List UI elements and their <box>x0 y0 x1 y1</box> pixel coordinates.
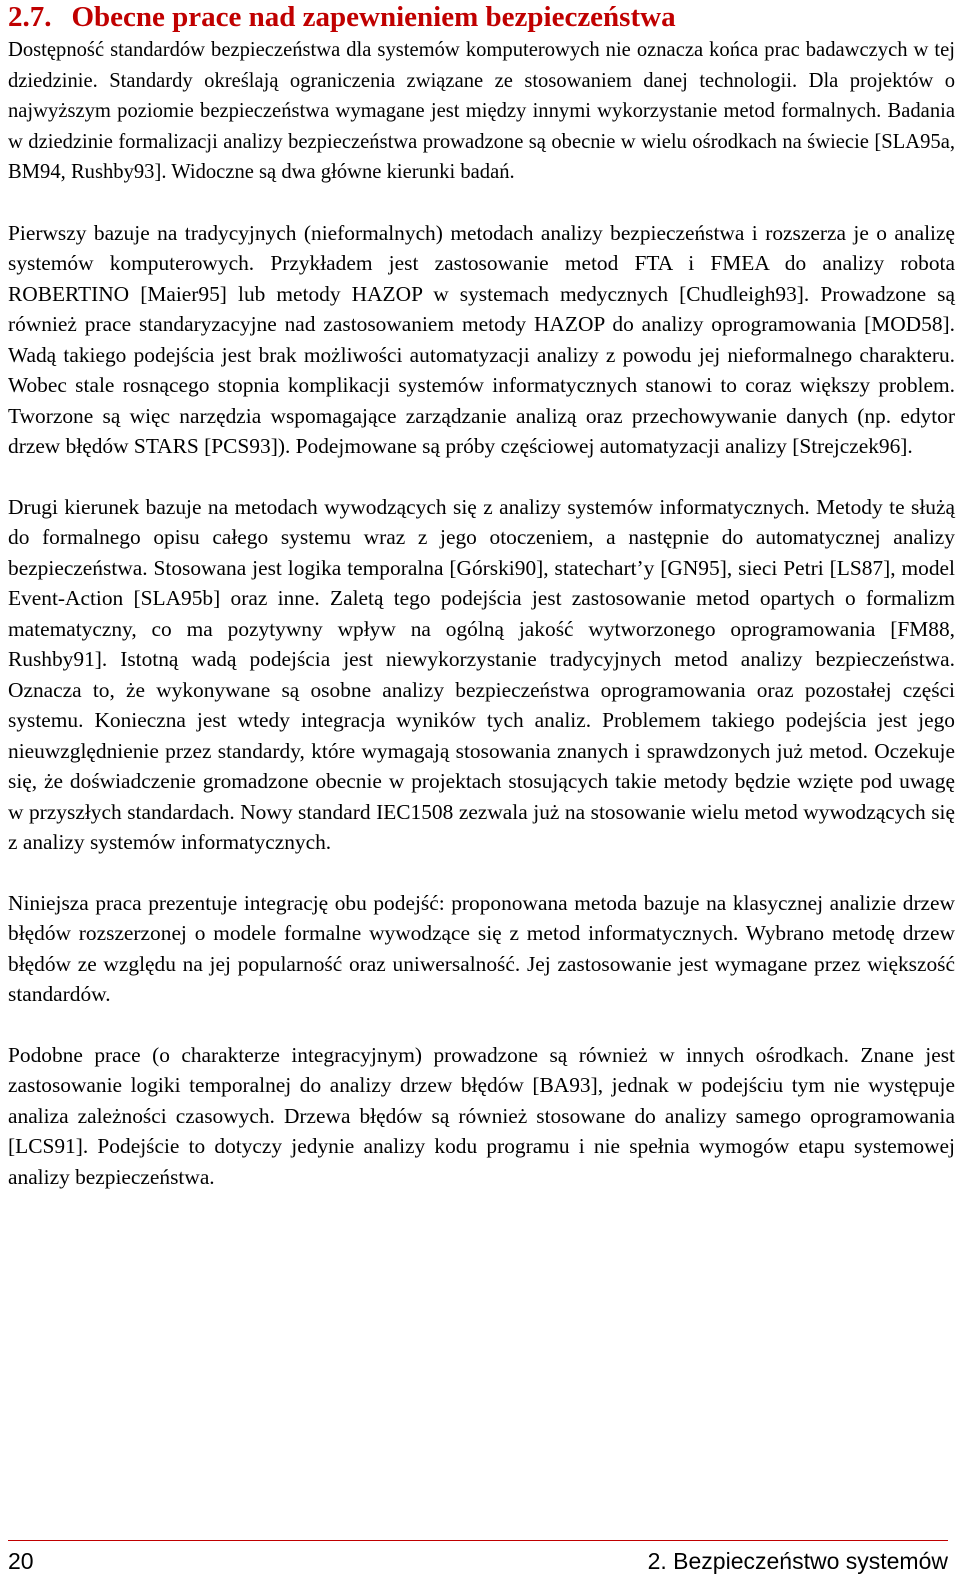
chapter-title: 2. Bezpieczeństwo systemów <box>647 1548 948 1574</box>
paragraph-first-direction: Pierwszy bazuje na tradycyjnych (nieformalnych) metodach analizy bezpieczeństwa i rozszerza je o analizę systemów komputerowych. Przykładem jest zastosowanie metod FTA i FMEA do analizy robota ROBERTINO [Maier95] lub metody HAZOP w systemach medycznych [Chudleigh93]. Prowadzone są również prace standaryzacyjne nad zastosowaniem metody HAZOP do analizy oprogramowania [MOD58]. Wadą takiego podejścia jest brak możliwości automatyzacji analizy z powodu jej nieformalnego charakteru. Wobec stale rosnącego stopnia komplikacji systemów informatycznych stanowi to coraz większy problem. Tworzone są więc narzędzia wspomagające zarządzanie analizą oraz przechowywanie danych (np. edytor drzew błędów STARS [PCS93]). Podejmowane są próby częściowej automatyzacji analizy [Strejczek96]. <box>8 220 955 458</box>
paragraph-this-work: Niniejsza praca prezentuje integrację obu podejść: proponowana metoda bazuje na klasycznej analizie drzew błędów rozszerzonej o modele formalne wywodzące się z metod informatycznych. Wybrano metodę drzew błędów ze względu na jej popularność oraz uniwersalność. Jej zastosowanie jest wymagane przez większość standardów. <box>8 890 955 1006</box>
section-number: 2.7. <box>8 1 52 33</box>
paragraph-second-direction: Drugi kierunek bazuje na metodach wywodzących się z analizy systemów informatycznych. Metody te służą do formalnego opisu całego systemu wraz z jego otoczeniem, a następnie do automatycznej analizy bezpieczeństwa. Stosowana jest logika temporalna [Górski90], statechart’y [GN95], sieci Petri [LS87], model Event-Action [SLA95b] oraz inne. Zaletą tego podejścia jest zastosowanie metod opartych o formalizm matematyczny, co ma pozytywny wpływ na ogólną jakość wytworzonego oprogramowania [FM88, Rushby91]. Istotną wadą podejścia jest niewykorzystanie tradycyjnych metod analizy bezpieczeństwa. Oznacza to, że wykonywane są osobne analizy bezpieczeństwa oprogramowania oraz pozostałej części systemu. Konieczna jest wtedy integracja wyników tych analiz. Problemem takiego podejścia jest jego nieuwzględnienie przez standardy, które wymagają stosowania znanych i sprawdzonych już metod. Oczekuje się, że doświadczenie gromadzone obecnie w projektach stosujących takie metody będzie wzięte pod uwagę w przyszłych standardach. Nowy standard IEC1508 zezwala już na stosowanie wielu metod wywodzących się z analizy systemów informatycznych. <box>8 494 955 854</box>
page-footer <box>8 1540 948 1575</box>
paragraph-intro: Dostępność standardów bezpieczeństwa dla systemów komputerowych nie oznacza końca prac badawczych w tej dziedzinie. Standardy określają ograniczenia związane ze stosowaniem danej technologii. Dla projektów o najwyższym poziomie bezpieczeństwa wymagane jest między innymi wykorzystanie metod formalnych. Badania w dziedzinie formalizacji analizy bezpieczeństwa prowadzone są obecnie w wielu ośrodkach na świecie [SLA95a, BM94, Rushby93]. Widoczne są dwa główne kierunki badań. <box>8 39 955 183</box>
section-title: Obecne prace nad zapewnieniem bezpieczeństwa <box>71 1 676 33</box>
paragraph-similar-work: Podobne prace (o charakterze integracyjnym) prowadzone są również w innych ośrodkach. Znane jest zastosowanie logiki temporalnej do analizy drzew błędów [BA93], jednak w podejściu tym nie występuje analiza zależności czasowych. Drzewa błędów są również stosowane do analizy samego oprogramowania [LCS91]. Podejście to dotyczy jedynie analizy kodu programu i nie spełnia wymogów etapu systemowej analizy bezpieczeństwa. <box>8 1042 955 1189</box>
page-number: 20 <box>8 1548 34 1574</box>
document-page <box>8 0 955 1192</box>
section-heading <box>8 0 955 34</box>
